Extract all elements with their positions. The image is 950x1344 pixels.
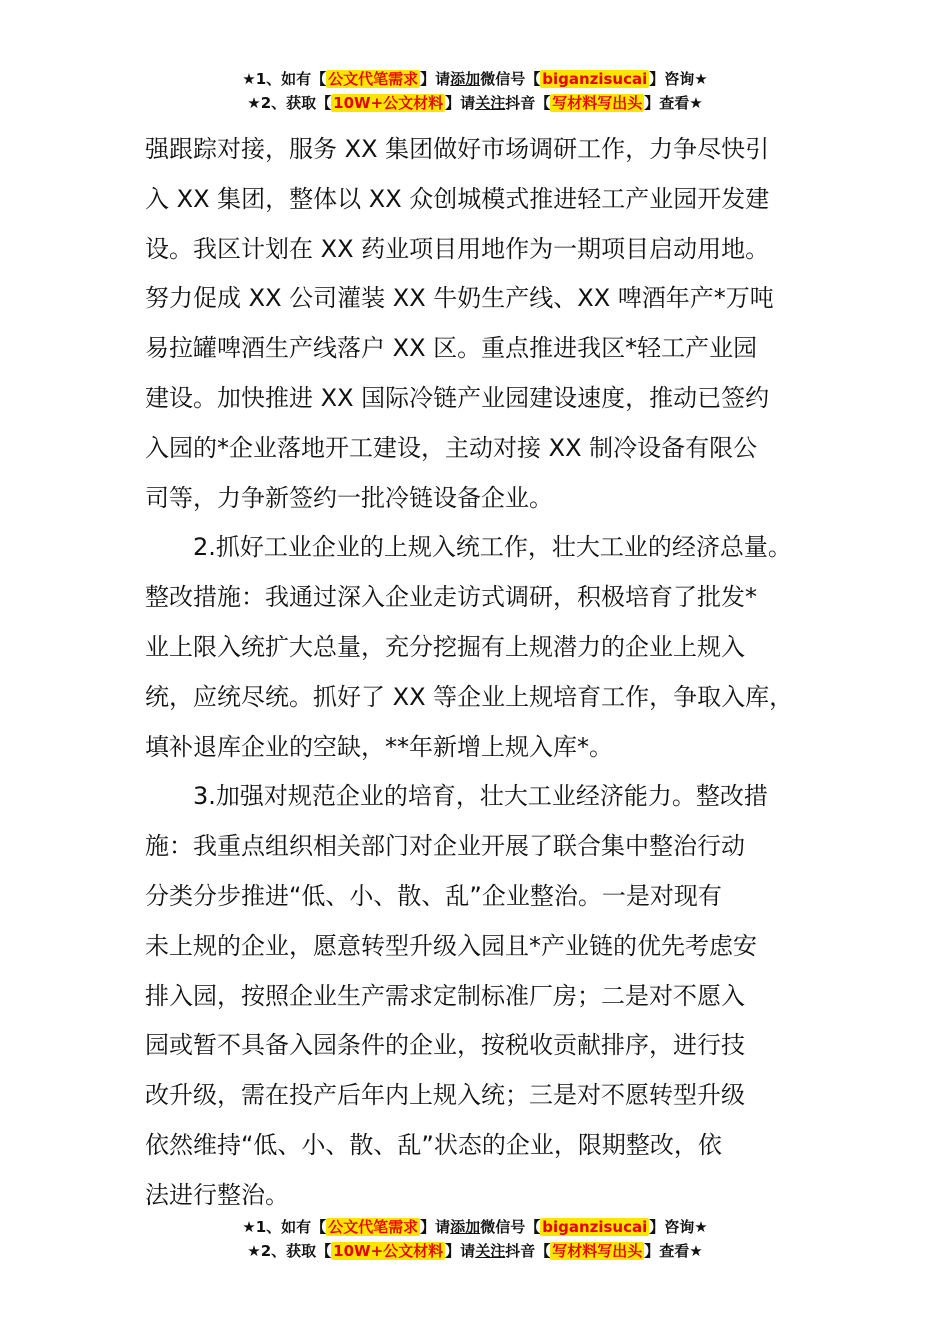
star-icon: ★: [247, 94, 261, 112]
paragraph-heading: 2.抓好工业企业的上规入统工作，壮大工业的经济总量。: [193, 533, 792, 562]
highlight-service: 公文代笔需求: [328, 1218, 419, 1236]
star-icon: ★: [242, 1218, 256, 1236]
text-line: 整改措施：我通过深入企业走访式调研，积极培育了批发*: [145, 583, 757, 612]
banner-line-2: [0, 92, 950, 116]
banner-text: 抖音【: [505, 94, 551, 112]
banner-text: 】咨询: [649, 1218, 695, 1236]
banner-text: 微信号【: [480, 1218, 541, 1236]
banner-text: 】请: [420, 70, 451, 88]
text-line: 易拉罐啤酒生产线落户 XX 区。重点推进我区*轻工产业园: [145, 334, 758, 363]
star-icon: ★: [694, 1218, 708, 1236]
banner-text: 抖音【: [505, 1242, 551, 1260]
banner-text: 】请: [420, 1218, 451, 1236]
highlight-wechat-id: biganzisucai: [542, 1218, 648, 1236]
banner-text: 1、如有【: [255, 70, 327, 88]
banner-text: 】查看: [644, 94, 690, 112]
text-line: 依然维持“低、小、散、乱”状态的企业，限期整改，依: [145, 1130, 722, 1159]
text-line: 园或暂不具备入园条件的企业，按税收贡献排序，进行技: [145, 1031, 745, 1060]
document-body: [145, 125, 835, 1221]
text-line: 统，应统尽统。抓好了 XX 等企业上规培育工作，争取入库，: [145, 682, 794, 711]
banner-text: 1、如有【: [255, 1218, 327, 1236]
banner-text: 】查看: [644, 1242, 690, 1260]
highlight-douyin: 写材料写出头: [552, 94, 643, 112]
highlight-materials: 10W+公文材料: [333, 1242, 444, 1260]
banner-text: 微信号【: [480, 70, 541, 88]
text-line: 努力促成 XX 公司灌装 XX 牛奶生产线、XX 啤酒年产*万吨: [145, 284, 774, 313]
banner-line-2: [0, 1240, 950, 1264]
banner-line-1: [0, 68, 950, 92]
highlight-service: 公文代笔需求: [328, 70, 419, 88]
highlight-douyin: 写材料写出头: [552, 1242, 643, 1260]
highlight-materials: 10W+公文材料: [333, 94, 444, 112]
underlined-text: 关注: [475, 1242, 506, 1260]
text-line: 建设。加快推进 XX 国际冷链产业园建设速度，推动已签约: [145, 383, 770, 412]
bottom-banner: [0, 1216, 950, 1264]
underlined-text: 添加: [450, 70, 481, 88]
text-line: 未上规的企业，愿意转型升级入园且*产业链的优先考虑安: [145, 931, 757, 960]
text-line: 入 XX 集团，整体以 XX 众创城模式推进轻工产业园开发建: [145, 184, 770, 213]
text-line: 司等，力争新签约一批冷链设备企业。: [145, 483, 553, 512]
banner-text: 】请: [445, 1242, 476, 1260]
text-line: 改升级，需在投产后年内上规入统；三是对不愿转型升级: [145, 1081, 745, 1110]
text-line: 施：我重点组织相关部门对企业开展了联合集中整治行动: [145, 832, 745, 861]
banner-text: 2、获取【: [260, 94, 332, 112]
text-line: 法进行整治。: [145, 1180, 289, 1209]
star-icon: ★: [694, 70, 708, 88]
highlight-wechat-id: biganzisucai: [542, 70, 648, 88]
underlined-text: 添加: [450, 1218, 481, 1236]
star-icon: ★: [242, 70, 256, 88]
top-banner: [0, 68, 950, 116]
banner-line-1: [0, 1216, 950, 1240]
banner-text: 2、获取【: [260, 1242, 332, 1260]
star-icon: ★: [247, 1242, 261, 1260]
star-icon: ★: [689, 94, 703, 112]
text-line: 入园的*企业落地开工建设，主动对接 XX 制冷设备有限公: [145, 433, 758, 462]
text-line: 排入园，按照企业生产需求定制标准厂房；二是对不愿入: [145, 981, 745, 1010]
text-line: 设。我区计划在 XX 药业项目用地作为一期项目启动用地。: [145, 234, 770, 263]
text-line: 业上限入统扩大总量，充分挖掘有上规潜力的企业上规入: [145, 632, 745, 661]
banner-text: 】咨询: [649, 70, 695, 88]
text-line: 强跟踪对接，服务 XX 集团做好市场调研工作，力争尽快引: [145, 135, 770, 163]
underlined-text: 关注: [475, 94, 506, 112]
star-icon: ★: [689, 1242, 703, 1260]
paragraph-heading: 3.加强对规范企业的培育，壮大工业经济能力。整改措: [193, 782, 768, 811]
text-line: 填补退库企业的空缺，**年新增上规入库*。: [145, 732, 613, 761]
text-line: 分类分步推进“低、小、散、乱”企业整治。一是对现有: [145, 881, 722, 910]
banner-text: 】请: [445, 94, 476, 112]
